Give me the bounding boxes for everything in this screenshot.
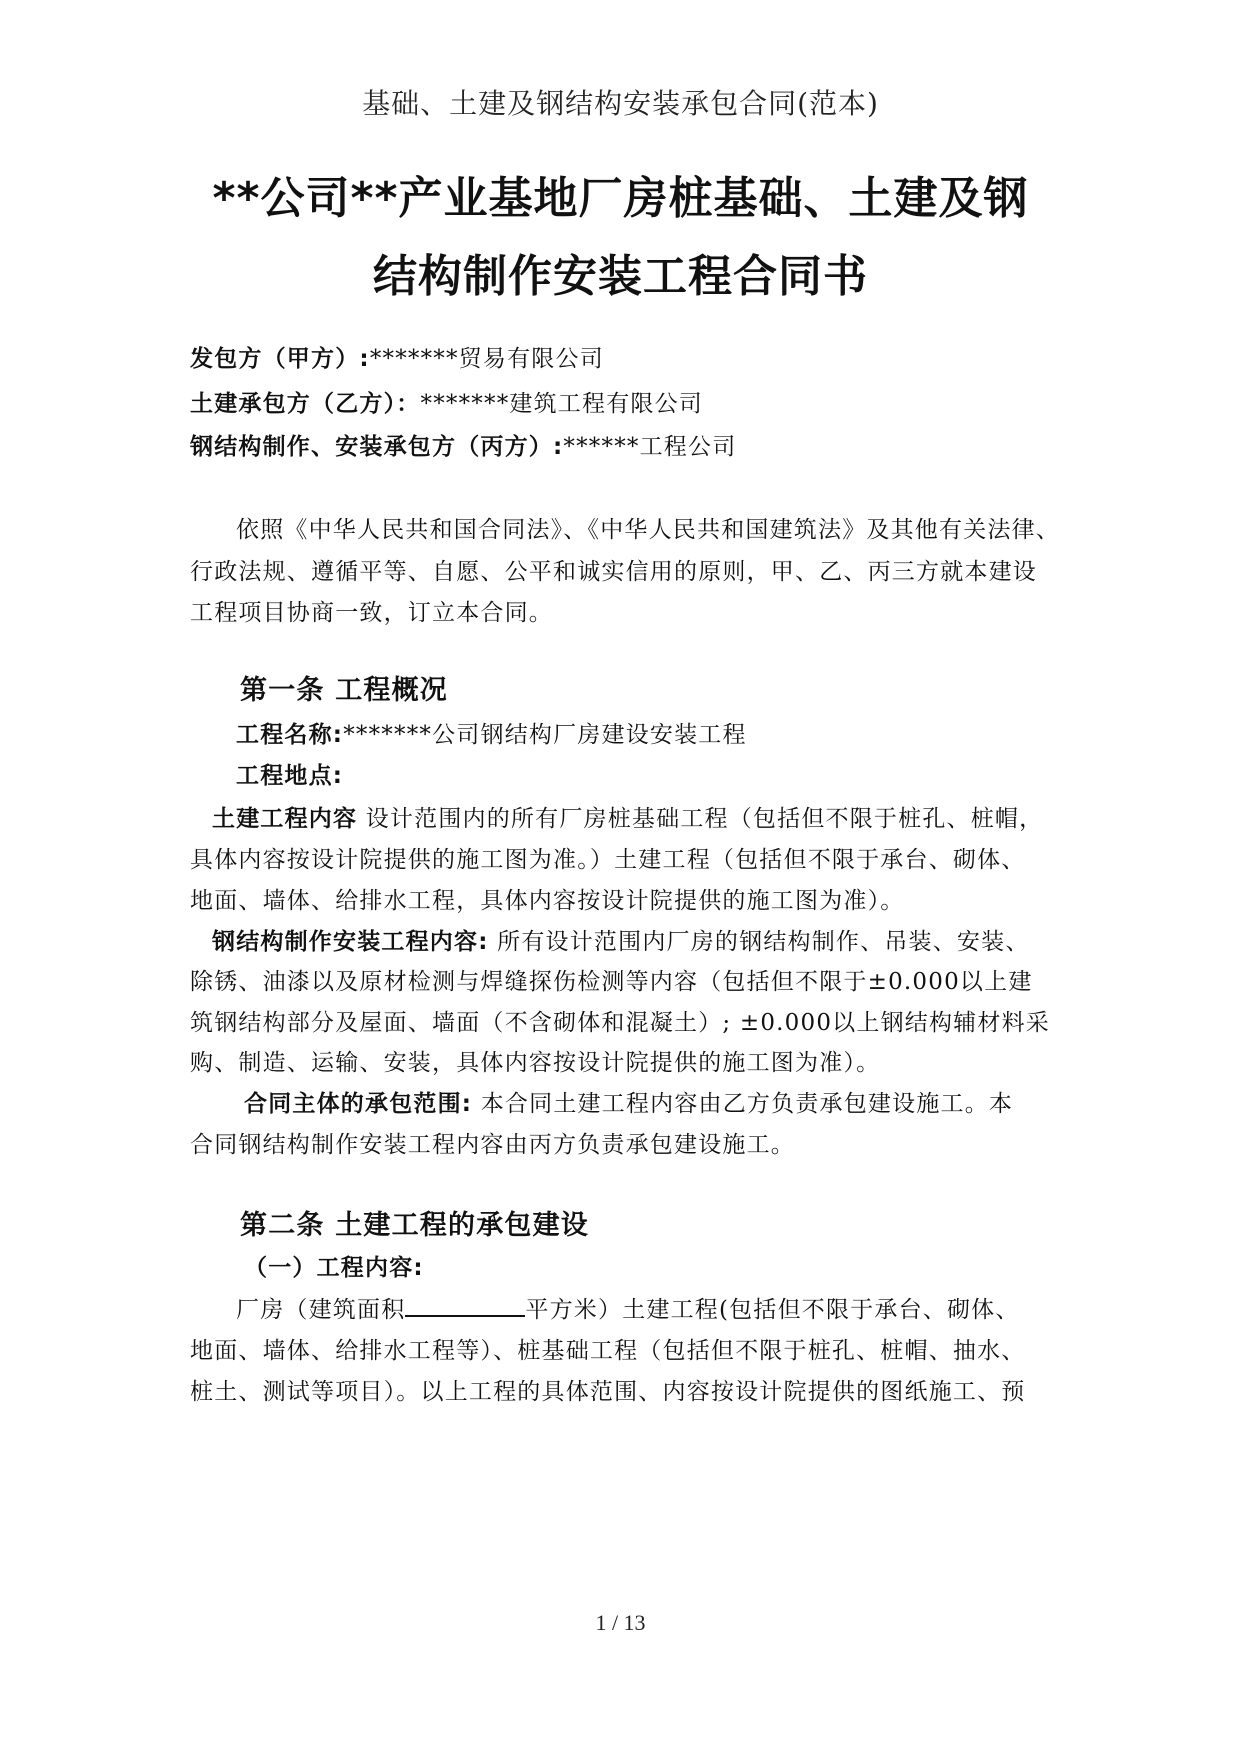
steel-content-line-4: 购、制造、运输、安装，具体内容按设计院提供的施工图为准）。 — [190, 1050, 881, 1076]
preamble-line-3: 工程项目协商一致，订立本合同。 — [190, 600, 553, 626]
scope-label: 合同主体的承包范围: — [244, 1091, 473, 1117]
title-line-2: 结构制作安装工程合同书 — [373, 251, 868, 302]
page-number: 1 / 13 — [595, 1610, 646, 1635]
article-2-line-1-pre: 厂房（建筑面积 — [236, 1297, 406, 1323]
civil-content-text-1: 设计范围内的所有厂房桩基础工程（包括但不限于桩孔、桩帽， — [365, 806, 1044, 832]
party-c-value: ******工程公司 — [563, 434, 737, 460]
article-2-heading: 第二条 土建工程的承包建设 — [240, 1210, 589, 1241]
project-name-label: 工程名称: — [236, 722, 344, 748]
party-a — [190, 340, 604, 373]
scope-line-1 — [244, 1085, 1013, 1118]
steel-content-label: 钢结构制作安装工程内容: — [212, 929, 489, 955]
party-c — [190, 428, 736, 461]
project-name — [236, 716, 747, 749]
project-name-value: *******公司钢结构厂房建设安装工程 — [343, 722, 747, 748]
article-2-line-2: 地面、墙体、给排水工程等）、桩基础工程（包括但不限于桩孔、桩帽、抽水、 — [190, 1338, 1026, 1364]
civil-content-line-1 — [212, 800, 1043, 833]
article-2-line-1-post: 平方米）土建工程(包括但不限于承台、砌体、 — [525, 1297, 1020, 1323]
area-blank-field — [405, 1297, 525, 1317]
article-1-heading: 第一条 工程概况 — [240, 675, 448, 706]
project-location-label: 工程地点: — [236, 763, 344, 789]
party-b — [190, 385, 703, 418]
civil-content-line-2: 具体内容按设计院提供的施工图为准。）土建工程（包括但不限于承台、砌体、 — [190, 847, 1026, 873]
party-a-value: *******贸易有限公司 — [369, 346, 604, 372]
party-c-label: 钢结构制作、安装承包方（丙方）: — [190, 434, 564, 460]
article-2-line-1 — [236, 1291, 1020, 1324]
civil-content-label: 土建工程内容 — [212, 806, 358, 832]
preamble-line-2: 行政法规、遵循平等、自愿、公平和诚实信用的原则，甲、乙、丙三方就本建设 — [190, 559, 1037, 585]
article-2-subheading: （一）工程内容: — [244, 1255, 424, 1281]
party-a-label: 发包方（甲方）: — [190, 346, 370, 372]
steel-content-line-3: 筑钢结构部分及屋面、墙面（不含砌体和混凝土）; ±0.000以上钢结构辅材料采 — [190, 1010, 1050, 1036]
party-b-label: 土建承包方（乙方）： — [190, 391, 421, 417]
document-title — [0, 160, 1241, 316]
steel-content-line-2: 除锈、油漆以及原材检测与焊缝探伤检测等内容（包括但不限于±0.000以上建 — [190, 969, 1033, 995]
civil-content-line-3: 地面、墙体、给排水工程，具体内容按设计院提供的施工图为准）。 — [190, 888, 905, 914]
steel-content-line-1 — [212, 923, 1030, 956]
scope-text-1: 本合同土建工程内容由乙方负责承包建设施工。本 — [480, 1091, 1014, 1117]
steel-content-text-1: 所有设计范围内厂房的钢结构制作、吊装、安装、 — [497, 929, 1030, 955]
party-b-value: *******建筑工程有限公司 — [420, 391, 703, 417]
preamble-line-1: 依照《中华人民共和国合同法》、《中华人民共和国建筑法》及其他有关法律、 — [236, 517, 1060, 543]
page-header: 基础、土建及钢结构安装承包合同(范本) — [362, 87, 879, 120]
project-location — [236, 757, 343, 790]
title-line-1: **公司**产业基地厂房桩基础、土建及钢 — [212, 173, 1029, 224]
article-2-line-3: 桩土、测试等项目）。以上工程的具体范围、内容按设计院提供的图纸施工、预 — [190, 1379, 1026, 1405]
scope-line-2: 合同钢结构制作安装工程内容由丙方负责承包建设施工。 — [190, 1132, 795, 1158]
